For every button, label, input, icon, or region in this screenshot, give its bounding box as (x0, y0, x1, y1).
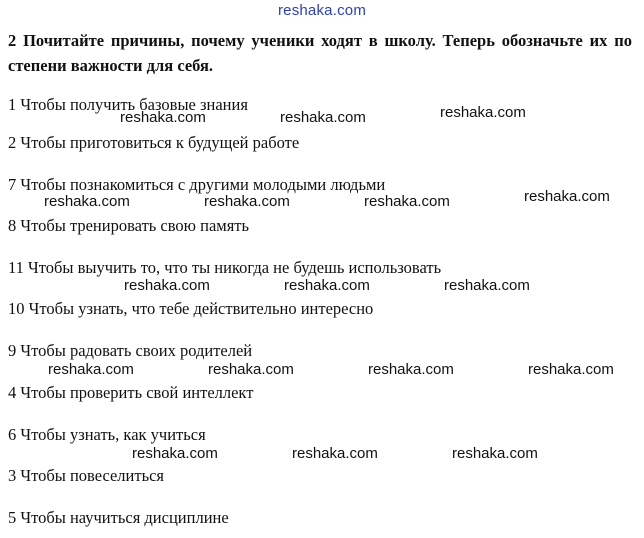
watermark: reshaka.com (444, 277, 530, 294)
watermark: reshaka.com (204, 193, 290, 210)
reason-item: 4 Чтобы проверить свой интеллект (8, 383, 254, 402)
reason-item: 11 Чтобы выучить то, что ты никогда не будешь использовать (8, 258, 442, 277)
reason-item: 8 Чтобы тренировать свою память (8, 216, 250, 235)
watermark: reshaka.com (44, 193, 130, 210)
reason-item: 9 Чтобы радовать своих родителей (8, 341, 253, 360)
reason-item: 10 Чтобы узнать, что тебе действительно интересно (8, 299, 374, 318)
watermark: reshaka.com (48, 361, 134, 378)
reason-item: 6 Чтобы узнать, как учиться (8, 425, 206, 444)
watermark: reshaka.com (284, 277, 370, 294)
task-instruction: 2 Почитайте причины, почему ученики ходят в школу. Теперь обозначьте их по степени важности для себя. (8, 31, 632, 75)
watermark: reshaka.com (120, 109, 206, 126)
watermark: reshaka.com (292, 445, 378, 462)
watermark: reshaka.com (208, 361, 294, 378)
watermark: reshaka.com (124, 277, 210, 294)
reason-item: 3 Чтобы повеселиться (8, 466, 165, 485)
watermark: reshaka.com (132, 445, 218, 462)
reason-item: 1 Чтобы получить базовые знания (8, 95, 248, 114)
watermark: reshaka.com (524, 188, 610, 205)
watermark: reshaka.com (368, 361, 454, 378)
reason-item: 5 Чтобы научиться дисциплине (8, 508, 229, 527)
watermark: reshaka.com (452, 445, 538, 462)
reason-item: 7 Чтобы познакомиться с другими молодыми людьми (8, 175, 386, 194)
watermark: reshaka.com (440, 104, 526, 121)
watermark: reshaka.com (280, 109, 366, 126)
watermark: reshaka.com (364, 193, 450, 210)
site-logo: reshaka.com (277, 2, 367, 19)
watermark: reshaka.com (528, 361, 614, 378)
reason-item: 2 Чтобы приготовиться к будущей работе (8, 133, 300, 152)
